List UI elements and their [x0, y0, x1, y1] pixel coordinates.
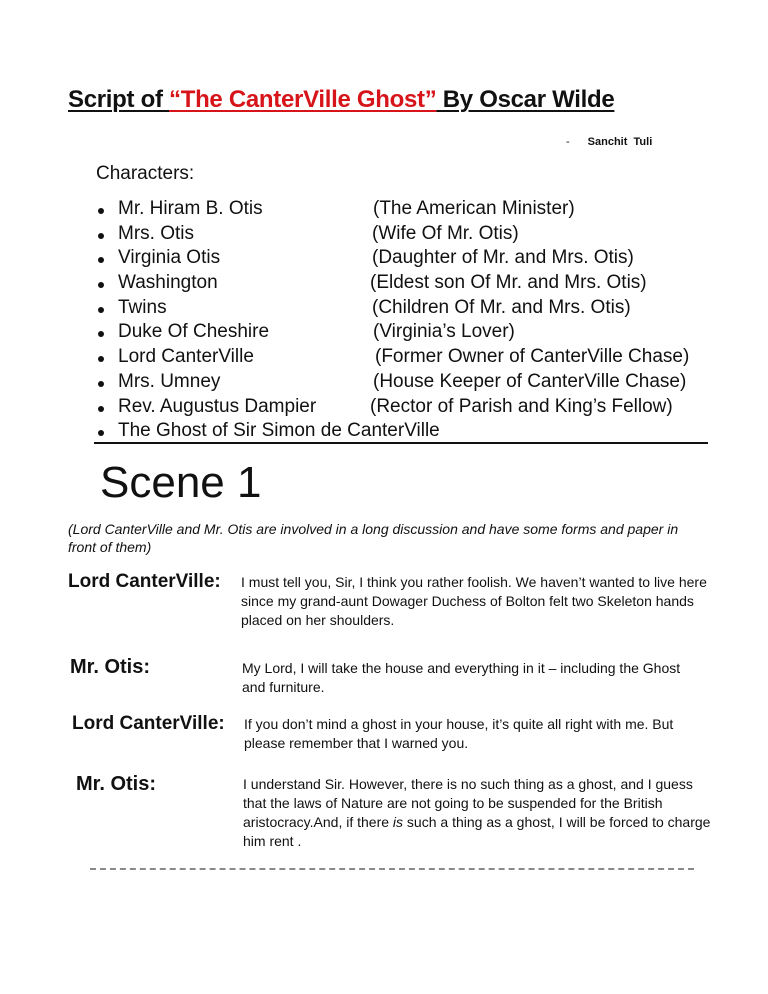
character-name: The Ghost of Sir Simon de CanterVille [118, 420, 440, 442]
character-role: (Wife Of Mr. Otis) [372, 222, 519, 244]
author-dash: - [566, 136, 570, 148]
bullet-icon [98, 282, 104, 288]
character-name: Washington [118, 272, 218, 294]
dialogue-text: such a thing as a ghost, I will be forced to charge him rent . [243, 814, 711, 849]
character-name: Lord CanterVille [118, 346, 254, 368]
character-item [98, 272, 710, 297]
dialogue-line: My Lord, I will take the house and everything in it – including the Ghost and furniture. [242, 660, 681, 695]
bullet-icon [98, 406, 104, 412]
bullet-icon [98, 257, 104, 263]
character-role: (Rector of Parish and King’s Fellow) [370, 395, 673, 417]
bullet-icon [98, 208, 104, 214]
author-line [566, 136, 652, 148]
bullet-icon [98, 233, 104, 239]
dialogue-line: I must tell you, Sir, I think you rather foolish. We haven’t wanted to live here since my grand-aunt Dowager Duchess of Bolton felt two Skeleton hands placed on her shoulders. [241, 574, 707, 628]
character-name: Twins [118, 296, 167, 318]
character-item [98, 198, 710, 223]
character-role: (House Keeper of CanterVille Chase) [373, 370, 687, 392]
character-name: Mrs. Umney [118, 370, 221, 392]
character-role: (Daughter of Mr. and Mrs. Otis) [372, 247, 634, 269]
character-item [98, 346, 710, 371]
section-divider [94, 442, 708, 444]
title-prefix: Script of [68, 86, 170, 113]
character-list [98, 198, 710, 445]
dialogue-text: I understand Sir. However, there is no such thing as a ghost, and I guess that the laws of Nature are not going to be suspended for the British aristocracy.And, if there [243, 776, 693, 830]
character-name: Virginia Otis [118, 247, 221, 269]
dialogue-line [243, 775, 713, 851]
character-role: (Virginia’s Lover) [373, 321, 515, 343]
character-role: (Eldest son Of Mr. and Mrs. Otis) [370, 272, 647, 294]
character-item [98, 247, 710, 272]
character-item [98, 321, 710, 346]
character-role: (Children Of Mr. and Mrs. Otis) [372, 296, 631, 318]
speaker-name: Mr. Otis: [76, 773, 157, 795]
title-suffix: By Oscar Wilde [436, 86, 615, 113]
character-item [98, 371, 710, 396]
character-item [98, 297, 710, 322]
author-name: Sanchit Tuli [587, 136, 653, 148]
title-highlight: “The CanterVille Ghost” [169, 86, 437, 113]
character-name: Duke Of Cheshire [118, 321, 270, 343]
scene-heading: Scene 1 [100, 458, 262, 507]
character-role: (The American Minister) [373, 198, 575, 219]
bullet-icon [98, 307, 104, 313]
bullet-icon [98, 331, 104, 337]
bullet-icon [98, 381, 104, 387]
bullet-icon [98, 356, 104, 362]
bullet-icon [98, 430, 104, 436]
speaker-name: Lord CanterVille: [68, 571, 221, 592]
document-title [68, 86, 614, 114]
character-name: Rev. Augustus Dampier [118, 395, 317, 417]
dialogue-emphasis: is [392, 814, 404, 830]
character-name: Mr. Hiram B. Otis [118, 198, 263, 219]
character-item [98, 223, 710, 248]
stage-direction: (Lord CanterVille and Mr. Otis are involved in a long discussion and have some forms and paper in front of them) [68, 521, 679, 555]
dialogue-line: If you don’t mind a ghost in your house, it’s quite all right with me. But please remember that I warned you. [244, 716, 674, 751]
speaker-name: Mr. Otis: [70, 656, 151, 678]
dashed-divider [90, 868, 694, 870]
character-item [98, 396, 710, 421]
speaker-name: Lord CanterVille: [72, 713, 225, 734]
character-role: (Former Owner of CanterVille Chase) [375, 346, 690, 368]
character-name: Mrs. Otis [118, 222, 194, 244]
characters-heading: Characters: [96, 163, 195, 184]
